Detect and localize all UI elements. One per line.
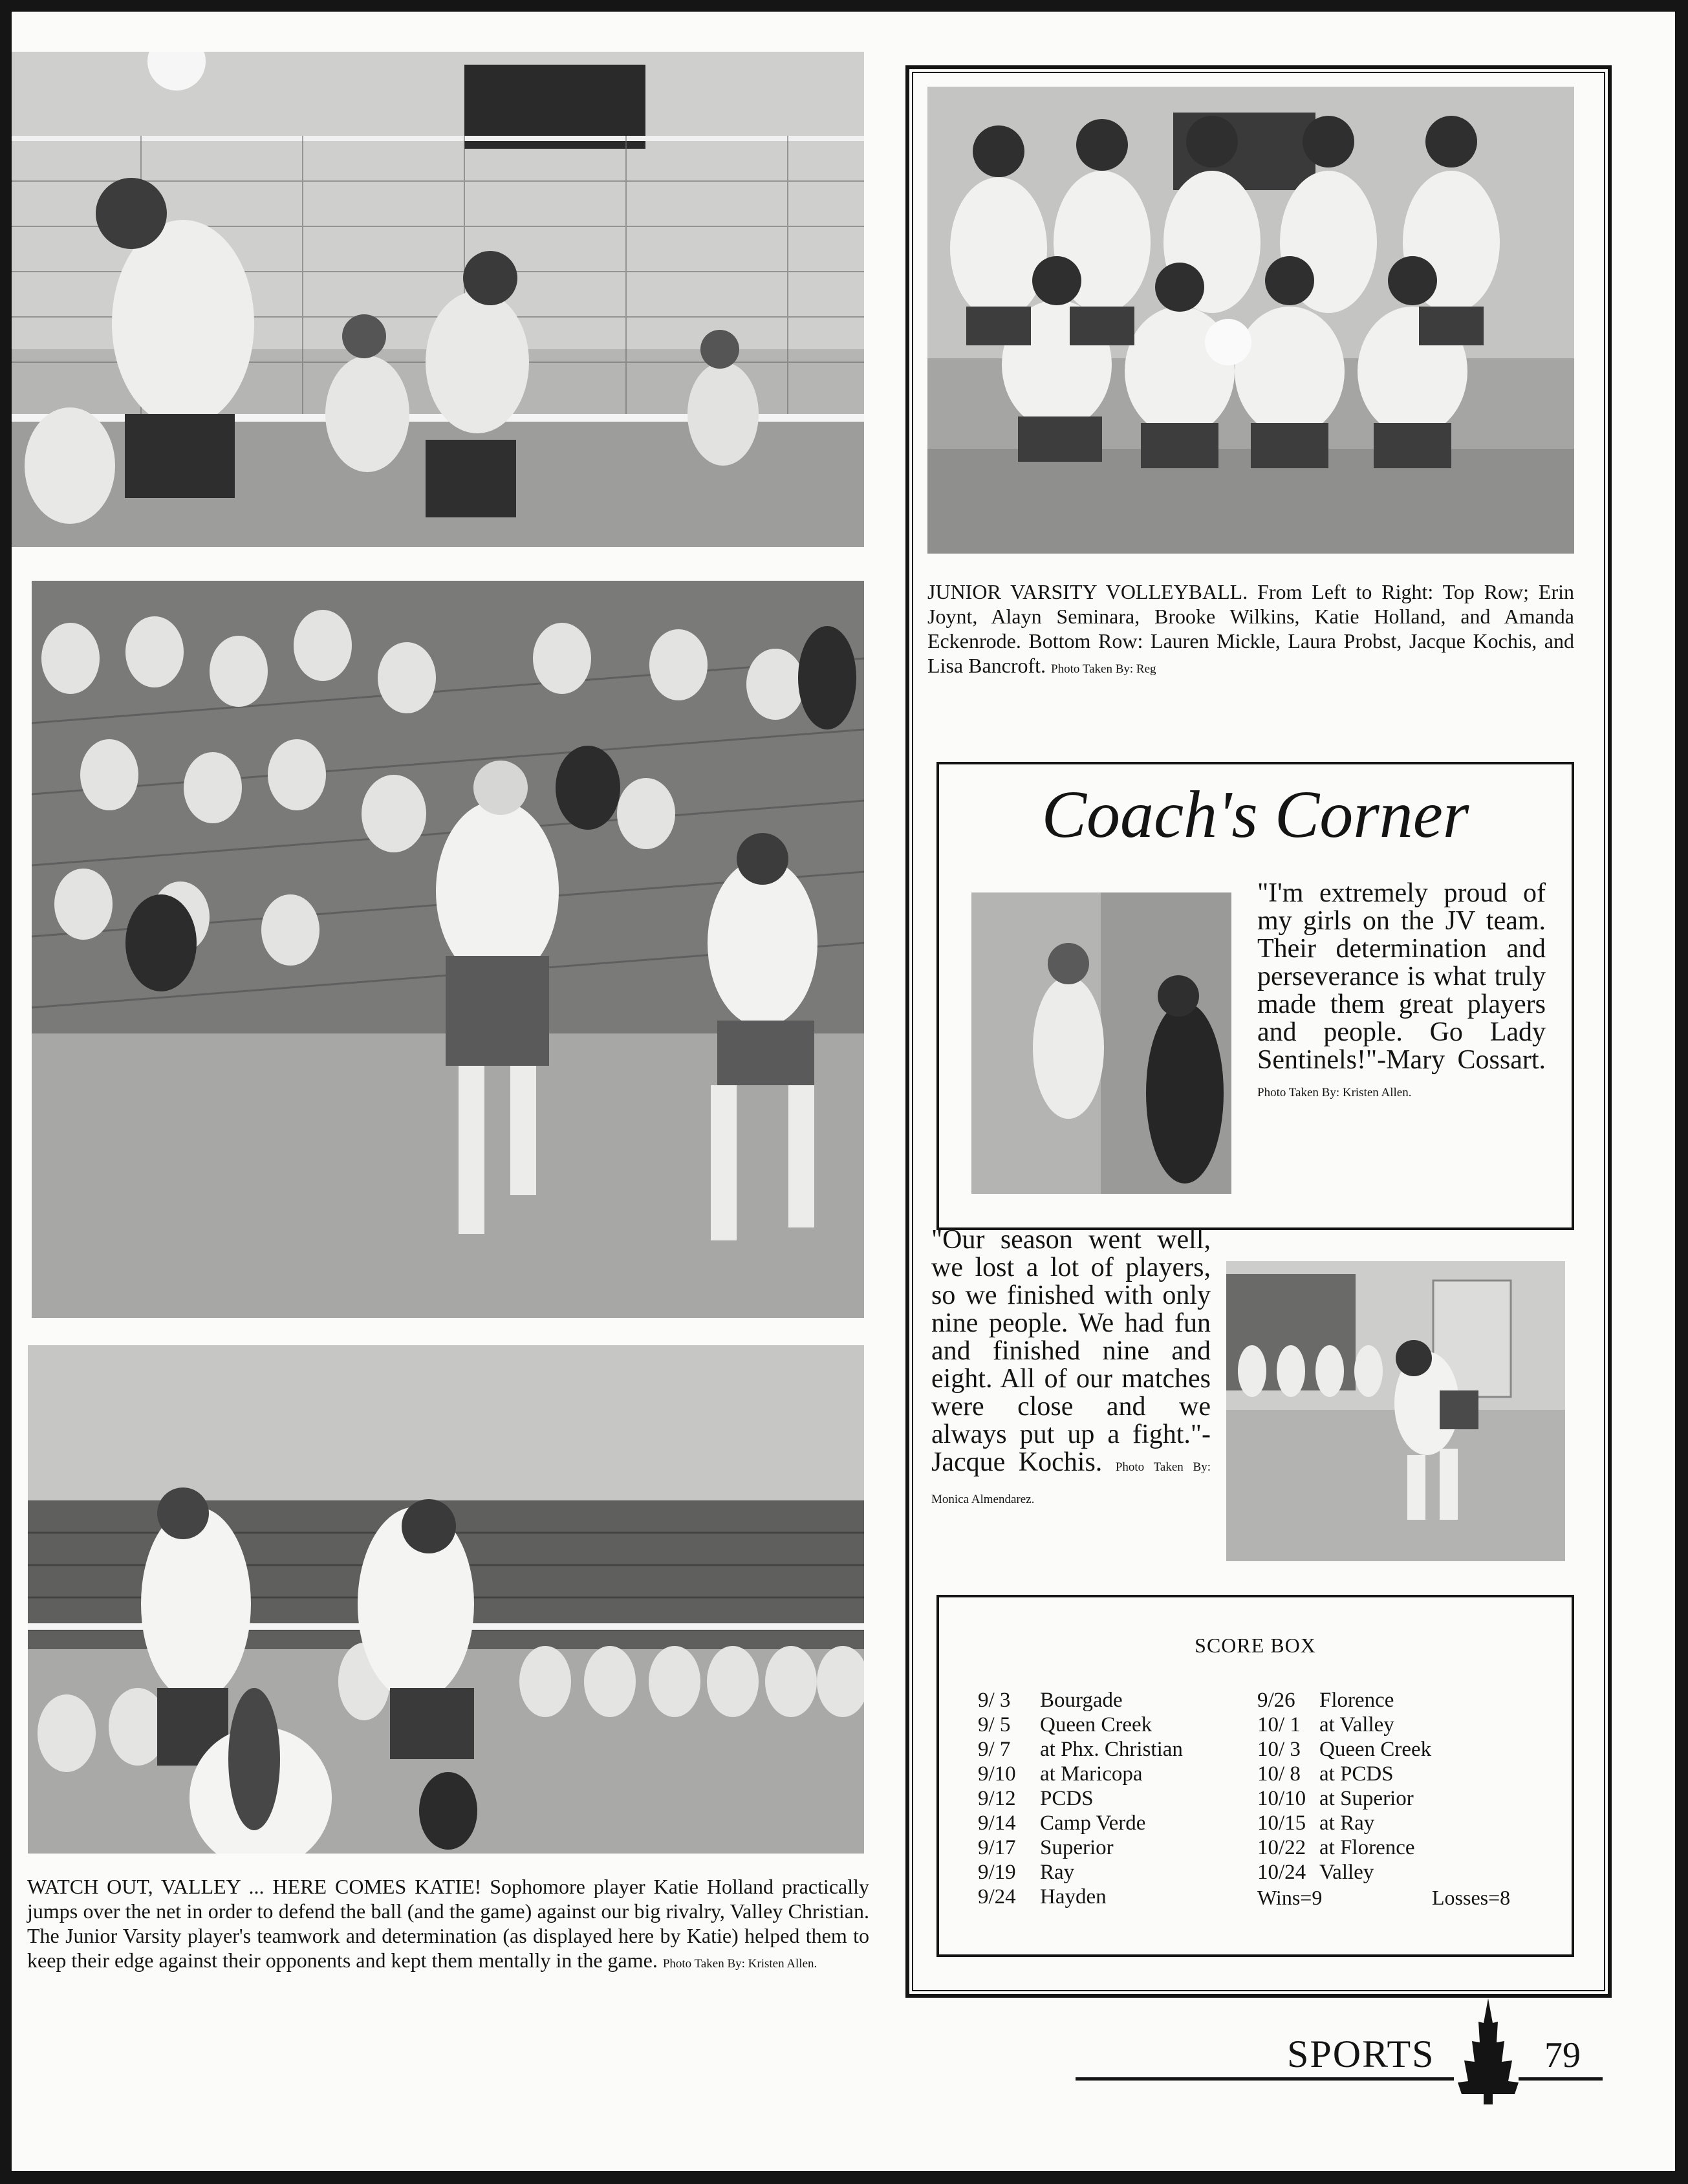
- coach-quote-text: "I'm extremely proud of my girls on the JV team. Their determination and perseverance is what truly made them great players and people. Go Lady Sentinels!"-Mary Cossart.: [1257, 878, 1546, 1075]
- score-row: [978, 1885, 1183, 1909]
- game-date: 9/14: [978, 1811, 1016, 1835]
- game-opponent: at PCDS: [1319, 1762, 1394, 1786]
- jv-team-photo: [927, 87, 1574, 554]
- bleachers-action-photo: [32, 581, 864, 1318]
- score-row: [978, 1811, 1183, 1835]
- score-row: [1257, 1737, 1431, 1762]
- score-box: [936, 1595, 1574, 1957]
- jv-photo-credit: Photo Taken By: Reg: [1051, 662, 1156, 676]
- game-opponent: Valley: [1319, 1861, 1374, 1884]
- game-opponent: at Maricopa: [1040, 1762, 1143, 1786]
- game-opponent: at Ray: [1319, 1811, 1375, 1835]
- page-number: 79: [1544, 2035, 1581, 2075]
- net-spike-photo: [12, 52, 864, 547]
- score-list-left: [978, 1688, 1183, 1909]
- game-opponent: Bourgade: [1040, 1689, 1123, 1712]
- jv-caption-text: JUNIOR VARSITY VOLLEYBALL. From Left to Right: Top Row; Erin Joynt, Alayn Seminara, Brooke Wilkins, Katie Holland, and Amanda Eckenrode. Bottom Row: Lauren Mickle, Laura Probst, Jacque Kochis, and Lisa Bancroft.: [927, 580, 1574, 677]
- coach-photo-credit: Photo Taken By: Kristen Allen.: [1257, 1086, 1412, 1099]
- game-date: 9/12: [978, 1787, 1016, 1810]
- game-date: 10/10: [1257, 1787, 1306, 1810]
- game-opponent: at Florence: [1319, 1836, 1415, 1859]
- game-date: 10/22: [1257, 1836, 1306, 1859]
- game-date: 9/19: [978, 1861, 1016, 1884]
- action-photo-caption: [27, 1874, 869, 1976]
- wins-total: Wins=9: [1257, 1886, 1323, 1909]
- game-opponent: PCDS: [1040, 1787, 1094, 1810]
- score-row: [1257, 1688, 1431, 1713]
- coach-corner-title: Coach's Corner: [1041, 777, 1469, 852]
- game-opponent: Queen Creek: [1319, 1738, 1432, 1761]
- game-date: 10/24: [1257, 1861, 1306, 1884]
- game-opponent: Ray: [1040, 1861, 1075, 1884]
- score-row: [1257, 1713, 1431, 1737]
- player-quote-text: "Our season went well, we lost a lot of players, so we finished with only nine people. We had fun and finished nine and eight. All of our matches were close and we always put up a fight."-Jacque Kochis.: [931, 1225, 1211, 1477]
- score-row: [1257, 1786, 1431, 1811]
- katie-net-photo: [28, 1345, 864, 1854]
- score-row: [1257, 1762, 1431, 1786]
- game-date: 9/10: [978, 1762, 1016, 1786]
- losses-total: Losses=8: [1432, 1886, 1511, 1909]
- game-date: 10/ 8: [1257, 1762, 1301, 1786]
- game-opponent: Queen Creek: [1040, 1713, 1152, 1736]
- player-photo-credit: Photo Taken By: Monica Almendarez.: [931, 1460, 1211, 1506]
- game-opponent: at Phx. Christian: [1040, 1738, 1183, 1761]
- coach-photo: [971, 892, 1231, 1194]
- game-date: 10/ 3: [1257, 1738, 1301, 1761]
- game-opponent: Superior: [1040, 1836, 1114, 1859]
- player-quote-photo: [1226, 1261, 1565, 1561]
- action-photo-credit: Photo Taken By: Kristen Allen.: [662, 1957, 817, 1971]
- action-caption-text: WATCH OUT, VALLEY ... HERE COMES KATIE! Sophomore player Katie Holland practically jumps over the net in order to defend the ball (and the game) against our big rivalry, Valley Christian. The Junior Varsity player's teamwork and determination (as displayed here by Katie) helped them to keep their edge against their opponents and kept them mentally in the game.: [27, 1875, 869, 1972]
- score-row: [1257, 1811, 1431, 1835]
- game-opponent: Camp Verde: [1040, 1811, 1146, 1835]
- score-row: [978, 1762, 1183, 1786]
- game-opponent: at Valley: [1319, 1713, 1394, 1736]
- score-row: [1257, 1860, 1431, 1885]
- game-date: 9/ 7: [978, 1738, 1011, 1761]
- score-row: [978, 1860, 1183, 1885]
- game-date: 9/ 5: [978, 1713, 1011, 1736]
- game-opponent: Hayden: [1040, 1885, 1107, 1908]
- yearbook-page: [12, 12, 1675, 2171]
- game-date: 9/17: [978, 1836, 1016, 1859]
- score-row: [978, 1688, 1183, 1713]
- game-date: 9/ 3: [978, 1689, 1011, 1712]
- game-date: 10/15: [1257, 1811, 1306, 1835]
- game-opponent: at Superior: [1319, 1787, 1414, 1810]
- score-row: [978, 1713, 1183, 1737]
- score-row: [978, 1786, 1183, 1811]
- game-date: 10/ 1: [1257, 1713, 1301, 1736]
- score-row: [978, 1835, 1183, 1860]
- jv-team-caption: [927, 579, 1574, 682]
- score-box-title: SCORE BOX: [1195, 1634, 1316, 1657]
- player-quote: [931, 1226, 1211, 1513]
- score-row: [978, 1737, 1183, 1762]
- footer-rule-right: [1519, 2077, 1603, 2081]
- footer-rule-left: [1076, 2077, 1454, 2081]
- score-row: [1257, 1835, 1431, 1860]
- game-date: 9/24: [978, 1885, 1016, 1908]
- game-date: 9/26: [1257, 1689, 1295, 1712]
- score-list-right: [1257, 1688, 1431, 1885]
- sentinel-tree-icon: [1453, 1997, 1524, 2107]
- coach-corner-box: [936, 762, 1574, 1230]
- section-name: SPORTS: [1287, 2033, 1435, 2075]
- game-opponent: Florence: [1319, 1689, 1394, 1712]
- coach-quote: [1257, 880, 1546, 1107]
